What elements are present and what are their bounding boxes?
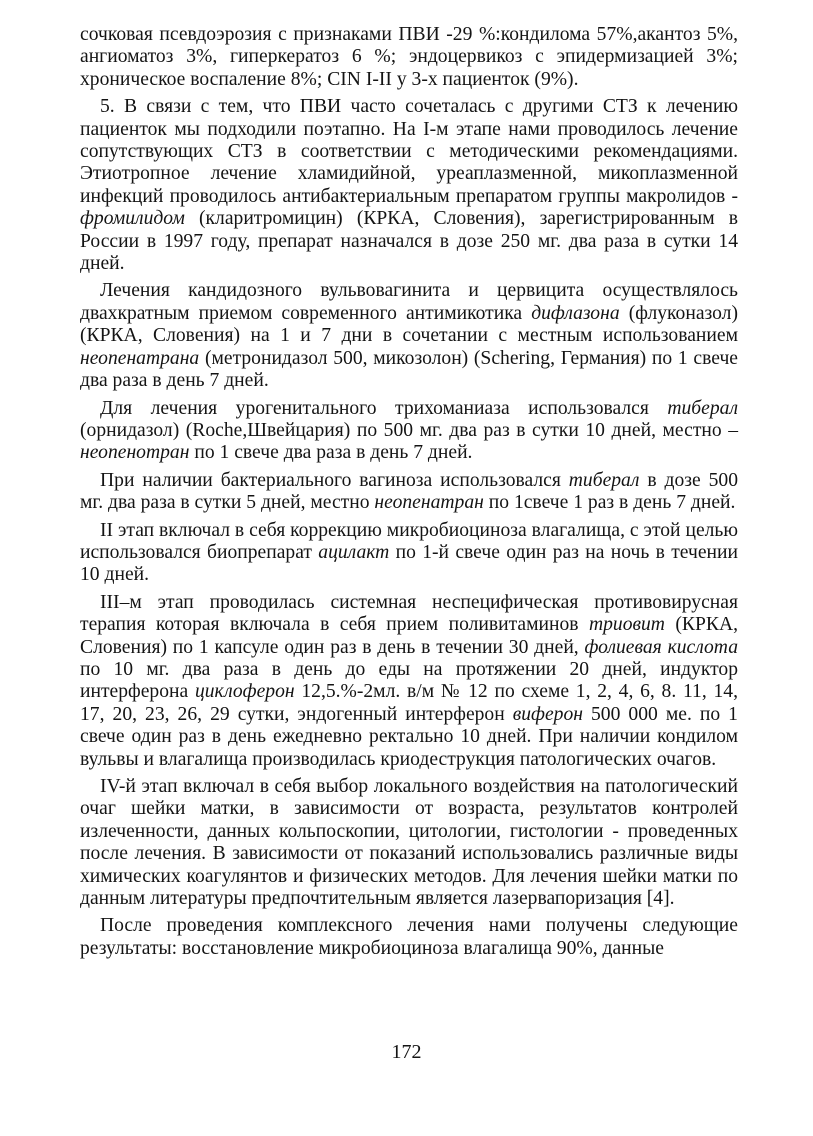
text-run: по 1свече 1 раз в день 7 дней. bbox=[483, 492, 736, 514]
text-run: в дозе 500 мг. два раза в сутки 5 дней, местно bbox=[80, 469, 738, 514]
text-run: 500 000 ме. по 1 свече один раз в день ежедневно ректально 10 дней. При наличии кондилом вульвы и влагалища производилась криодеструкция патологических очагов. bbox=[80, 703, 738, 770]
paragraph-2 bbox=[80, 96, 738, 275]
text-run: сочковая псевдоэрозия с признаками ПВИ -29 %:кондилома 57%,акантоз 5%, ангиоматоз 3%, гиперкератоз 6 %; эндоцервикоз с эпидермизацией 3%; хроническое воспаление 8%; CIN I-II у 3-х пациенток (9%). bbox=[80, 24, 738, 90]
text-run: (КРКА, Словения) по 1 капсуле один раз в день в течении 30 дней, bbox=[80, 614, 738, 658]
document-page bbox=[80, 24, 738, 965]
text-run: После проведения комплексного лечения нами получены следующие результаты: восстановление микробиоциноза влагалища 90%, данные bbox=[80, 915, 738, 959]
paragraph-3 bbox=[80, 280, 738, 392]
text-run: Для лечения урогенитального трихоманиаза использовался bbox=[100, 397, 668, 419]
paragraph-7 bbox=[80, 592, 738, 771]
paragraph-8 bbox=[80, 776, 738, 910]
paragraph-1 bbox=[80, 24, 738, 91]
italic-term: фромилидом bbox=[80, 208, 185, 230]
page-number: 172 bbox=[391, 1041, 422, 1063]
text-run: При наличии бактериального вагиноза использовался bbox=[100, 469, 569, 491]
italic-term: виферон bbox=[512, 703, 583, 725]
italic-term: ацилакт bbox=[318, 541, 390, 563]
paragraph-5 bbox=[80, 470, 738, 515]
text-run: II этап включал в себя коррекцию микробиоциноза влагалища, с этой целью использовался биопрепарат bbox=[80, 519, 738, 563]
text-run: (орнидазол) (Roche,Швейцария) по 500 мг. два раз в сутки 10 дней, местно – bbox=[80, 419, 738, 441]
text-run: (кларитромицин) (КРКА, Словения), зарегистрированным в России в 1997 году, препарат назначался в дозе 250 мг. два раза в сутки 14 дней. bbox=[80, 208, 738, 275]
paragraph-6 bbox=[80, 520, 738, 587]
text-run: IV-й этап включал в себя выбор локального воздействия на патологический очаг шейки матки, в зависимости от возраста, результатов контролей излеченности, данных кольпоскопии, цитологии, гистологии - проведенных после лечения. В зависимости от показаний использовались различные виды химических коагулянтов и физических методов. Для лечения шейки матки по данным литературы предпочтительным является лазервапоризация [4]. bbox=[80, 776, 738, 910]
text-run: (флуконазол) (КРКА, Словения) на 1 и 7 дни в сочетании с местным использованием bbox=[80, 302, 738, 347]
paragraph-9 bbox=[80, 915, 738, 960]
italic-term: тиберал bbox=[568, 469, 640, 491]
text-run: по 1 свече два раза в день 7 дней. bbox=[189, 442, 473, 464]
text-run: 5. В связи с тем, что ПВИ часто сочеталась с другими СТЗ к лечению пациенток мы подходили поэтапно. На I-м этапе нами проводилось лечение сопутствующих СТЗ в соответствии с методическими рекомендациями. Этиотропное лечение хламидийной, уреаплазменной, микоплазменной инфекций проводилось антибактериальным препаратом группы макролидов - bbox=[80, 96, 738, 207]
text-run: Лечения кандидозного вульвовагинита и цервицита осуществлялось двахкратным приемом современного антимикотика bbox=[80, 280, 738, 324]
italic-term: неопенотран bbox=[80, 442, 190, 464]
italic-term: циклоферон bbox=[194, 681, 295, 703]
italic-term: дифлазона bbox=[531, 302, 620, 324]
paragraph-4 bbox=[80, 398, 738, 465]
italic-term: тиберал bbox=[667, 397, 738, 419]
text-run: по 1-й свече один раз на ночь в течении 10 дней. bbox=[80, 541, 738, 586]
text-run: 12,5.%-2мл. в/м № 12 по схеме 1, 2, 4, 6, 8. 11, 14, 17, 20, 23, 26, 29 сутки, эндогенный интерферон bbox=[80, 681, 738, 725]
italic-term: триовит bbox=[588, 614, 665, 636]
italic-term: неопенатран bbox=[374, 492, 484, 514]
text-run: по 10 мг. два раза в день до еды на протяжении 20 дней, индуктор интерферона bbox=[80, 658, 738, 703]
text-run: (метронидазол 500, микозолон) (Schering, Германия) по 1 свече два раза в день 7 дней. bbox=[80, 347, 738, 392]
italic-term: фолиевая кислота bbox=[584, 636, 738, 658]
italic-term: неопенатрана bbox=[80, 347, 200, 369]
text-run: III–м этап проводилась системная неспецифическая противовирусная терапия которая включала в себя прием поливитаминов bbox=[80, 591, 738, 636]
